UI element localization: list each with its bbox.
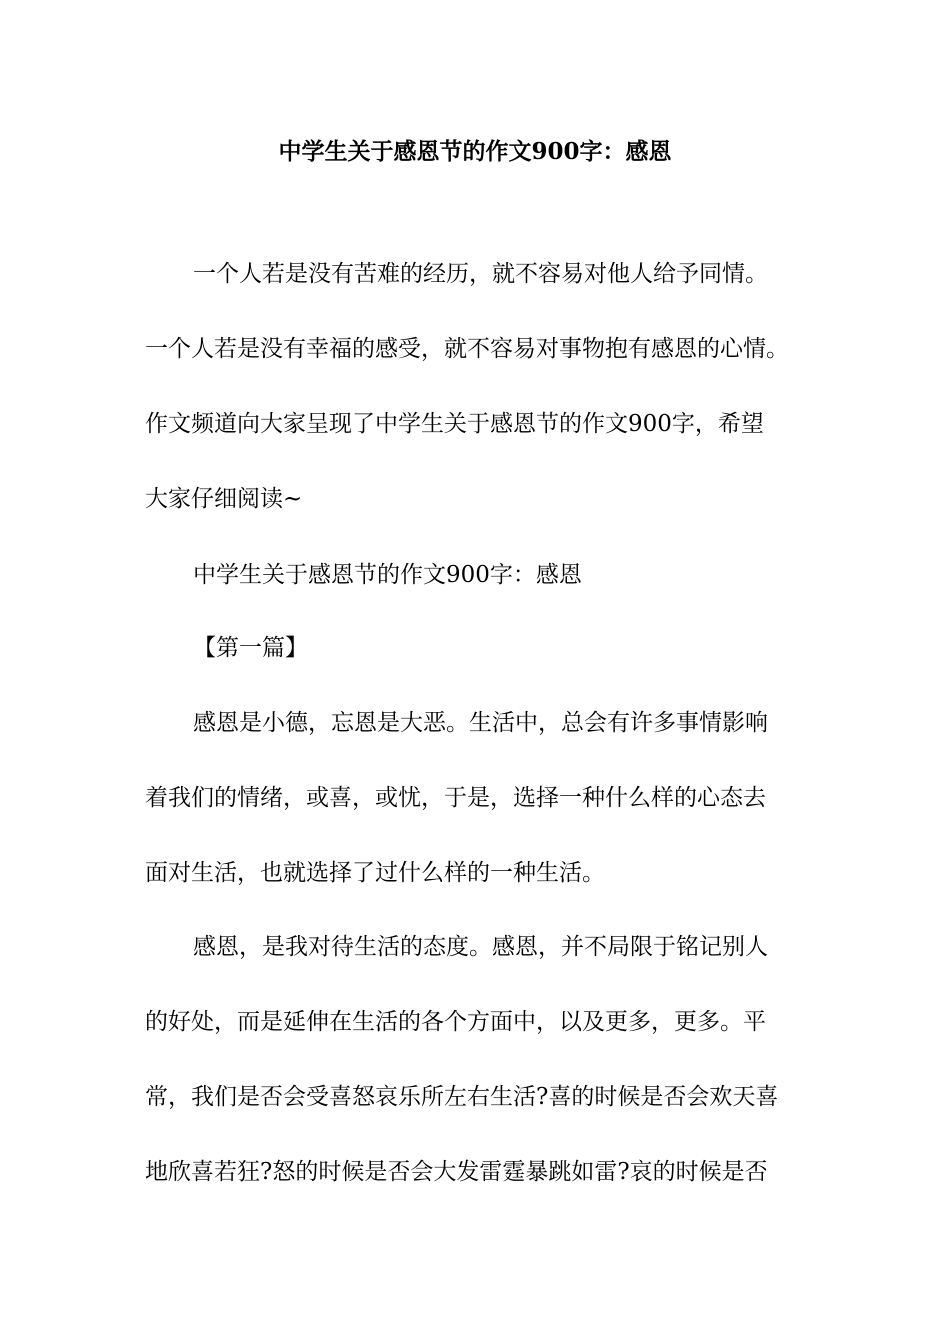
paragraph-line: 作文频道向大家呈现了中学生关于感恩节的作文900字，希望 <box>145 411 764 437</box>
paragraph-line: 常，我们是否会受喜怒哀乐所左右生活?喜的时候是否会欢天喜 <box>145 1084 779 1110</box>
paragraph-line: 感恩，是我对待生活的态度。感恩，并不局限于铭记别人 <box>193 934 768 960</box>
paragraph-line: 一个人若是没有苦难的经历，就不容易对他人给予同情。 <box>193 261 768 287</box>
paragraph-line: 感恩是小德，忘恩是大恶。生活中，总会有许多事情影响 <box>193 710 768 736</box>
paragraph-line: 一个人若是没有幸福的感受，就不容易对事物抱有感恩的心情。 <box>145 336 789 362</box>
paragraph-line: 的好处，而是延伸在生活的各个方面中，以及更多，更多。平 <box>145 1009 766 1035</box>
subtitle-line: 中学生关于感恩节的作文900字：感恩 <box>193 562 582 588</box>
paragraph-line: 地欣喜若狂?怒的时候是否会大发雷霆暴跳如雷?哀的时候是否 <box>145 1159 768 1185</box>
paragraph-line: 着我们的情绪，或喜，或忧，于是，选择一种什么样的心态去 <box>145 785 766 811</box>
document-title: 中学生关于感恩节的作文900字：感恩 <box>278 138 672 165</box>
paragraph-line: 面对生活，也就选择了过什么样的一种生活。 <box>145 860 605 886</box>
paragraph-line: 大家仔细阅读~ <box>145 486 303 512</box>
section-heading: 【第一篇】 <box>193 635 308 661</box>
